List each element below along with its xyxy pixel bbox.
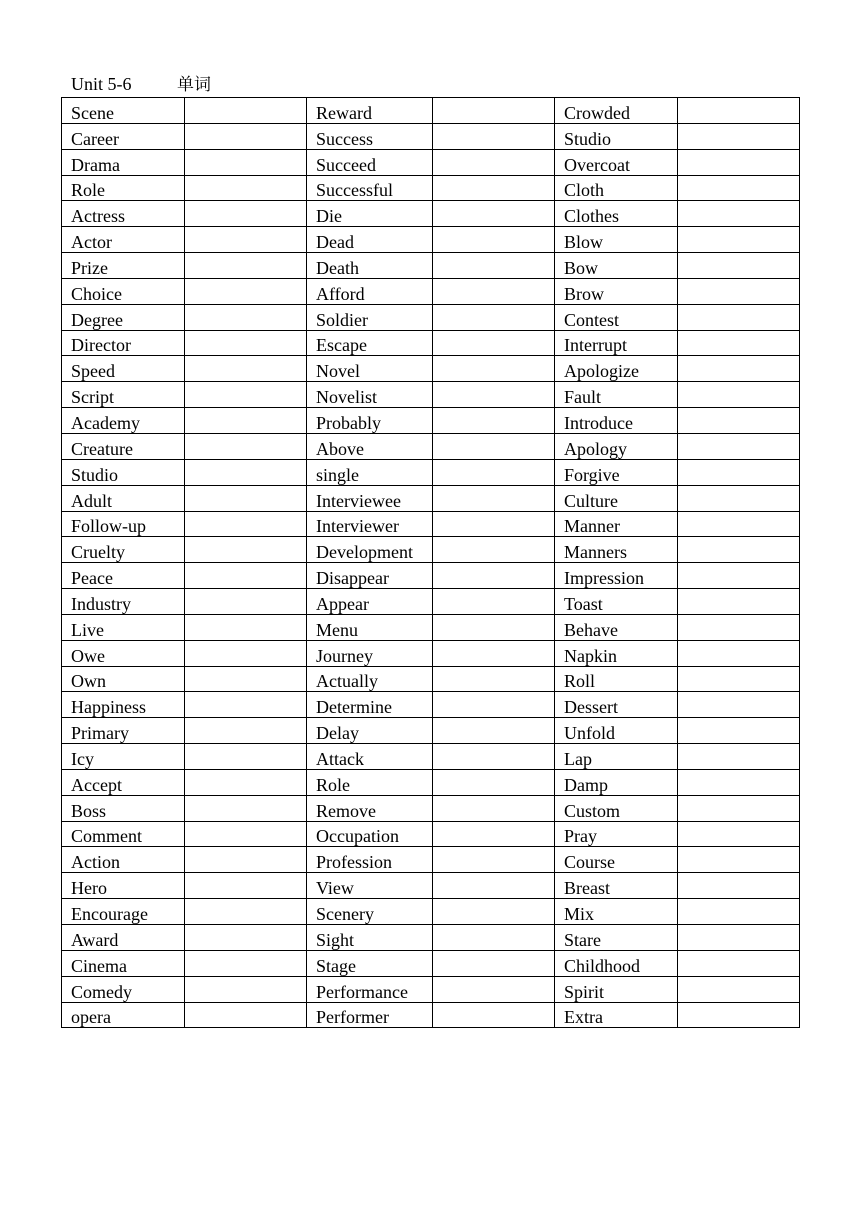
vocab-word-cell: Scenery [307,899,433,925]
answer-blank-cell[interactable] [185,950,307,976]
answer-blank-cell[interactable] [678,640,800,666]
vocab-word-cell: Novel [307,356,433,382]
vocab-word-cell: Impression [555,563,678,589]
page-heading [71,72,211,96]
vocab-word-cell: Disappear [307,563,433,589]
vocab-word-cell: Cruelty [62,537,185,563]
vocab-word-cell: Icy [62,744,185,770]
answer-blank-cell[interactable] [185,666,307,692]
answer-blank-cell[interactable] [678,925,800,951]
answer-blank-cell[interactable] [678,950,800,976]
answer-blank-cell[interactable] [433,408,555,434]
vocab-word-cell: Encourage [62,899,185,925]
answer-blank-cell[interactable] [433,666,555,692]
vocab-word-cell: Boss [62,795,185,821]
vocab-word-cell: Escape [307,330,433,356]
answer-blank-cell[interactable] [678,537,800,563]
vocab-word-cell: opera [62,1002,185,1028]
answer-blank-cell[interactable] [185,563,307,589]
answer-blank-cell[interactable] [185,640,307,666]
table-row [62,614,800,640]
vocab-word-cell: Contest [555,304,678,330]
vocab-word-cell: Appear [307,589,433,615]
answer-blank-cell[interactable] [433,614,555,640]
table-row [62,795,800,821]
table-row [62,201,800,227]
vocab-word-cell: Comment [62,821,185,847]
vocab-word-cell: Damp [555,769,678,795]
vocab-word-cell: Determine [307,692,433,718]
answer-blank-cell[interactable] [185,589,307,615]
vocab-word-cell: Unfold [555,718,678,744]
answer-blank-cell[interactable] [185,769,307,795]
vocab-word-cell: Owe [62,640,185,666]
vocab-word-cell: Pray [555,821,678,847]
table-row [62,98,800,124]
answer-blank-cell[interactable] [433,847,555,873]
vocab-word-cell: Happiness [62,692,185,718]
vocab-word-cell: Childhood [555,950,678,976]
table-row [62,666,800,692]
answer-blank-cell[interactable] [678,330,800,356]
vocab-word-cell: Interviewee [307,485,433,511]
answer-blank-cell[interactable] [678,744,800,770]
vocab-word-cell: Napkin [555,640,678,666]
answer-blank-cell[interactable] [678,1002,800,1028]
vocab-word-cell: Apology [555,433,678,459]
answer-blank-cell[interactable] [678,175,800,201]
answer-blank-cell[interactable] [433,589,555,615]
vocab-word-cell: Occupation [307,821,433,847]
answer-blank-cell[interactable] [433,563,555,589]
vocab-word-cell: Custom [555,795,678,821]
vocab-word-cell: Stage [307,950,433,976]
answer-blank-cell[interactable] [678,459,800,485]
answer-blank-cell[interactable] [185,976,307,1002]
vocab-word-cell: Actor [62,227,185,253]
vocab-word-cell: Primary [62,718,185,744]
table-row [62,537,800,563]
answer-blank-cell[interactable] [433,692,555,718]
table-row [62,925,800,951]
vocab-word-cell: Clothes [555,201,678,227]
vocab-word-cell: Own [62,666,185,692]
answer-blank-cell[interactable] [678,847,800,873]
table-row [62,1002,800,1028]
vocab-word-cell: Overcoat [555,149,678,175]
answer-blank-cell[interactable] [678,382,800,408]
table-row [62,149,800,175]
vocab-word-cell: Choice [62,278,185,304]
answer-blank-cell[interactable] [185,821,307,847]
answer-blank-cell[interactable] [678,201,800,227]
answer-blank-cell[interactable] [678,485,800,511]
table-row [62,899,800,925]
table-row [62,408,800,434]
answer-blank-cell[interactable] [185,433,307,459]
vocab-word-cell: Studio [62,459,185,485]
vocab-word-cell: Profession [307,847,433,873]
vocab-word-cell: Soldier [307,304,433,330]
table-row [62,330,800,356]
vocab-word-cell: Accept [62,769,185,795]
vocab-word-cell: Degree [62,304,185,330]
vocab-word-cell: Live [62,614,185,640]
answer-blank-cell[interactable] [678,614,800,640]
answer-blank-cell[interactable] [185,330,307,356]
answer-blank-cell[interactable] [185,692,307,718]
vocab-word-cell: Journey [307,640,433,666]
answer-blank-cell[interactable] [433,227,555,253]
answer-blank-cell[interactable] [678,718,800,744]
answer-blank-cell[interactable] [678,304,800,330]
vocab-word-cell: Interrupt [555,330,678,356]
answer-blank-cell[interactable] [185,795,307,821]
answer-blank-cell[interactable] [185,175,307,201]
vocab-word-cell: Dead [307,227,433,253]
vocab-word-cell: Actress [62,201,185,227]
vocabulary-table-body [62,98,800,1028]
vocab-word-cell: Crowded [555,98,678,124]
answer-blank-cell[interactable] [678,408,800,434]
answer-blank-cell[interactable] [678,666,800,692]
answer-blank-cell[interactable] [185,847,307,873]
answer-blank-cell[interactable] [678,511,800,537]
answer-blank-cell[interactable] [433,433,555,459]
answer-blank-cell[interactable] [433,304,555,330]
vocab-word-cell: Behave [555,614,678,640]
vocab-word-cell: Probably [307,408,433,434]
vocab-word-cell: Adult [62,485,185,511]
answer-blank-cell[interactable] [185,873,307,899]
answer-blank-cell[interactable] [185,1002,307,1028]
vocab-word-cell: Comedy [62,976,185,1002]
vocab-word-cell: Sight [307,925,433,951]
vocabulary-label: 单词 [177,75,211,95]
answer-blank-cell[interactable] [678,98,800,124]
vocab-word-cell: Course [555,847,678,873]
answer-blank-cell[interactable] [678,227,800,253]
vocab-word-cell: Blow [555,227,678,253]
vocab-word-cell: Die [307,201,433,227]
answer-blank-cell[interactable] [185,459,307,485]
answer-blank-cell[interactable] [433,795,555,821]
table-row [62,227,800,253]
answer-blank-cell[interactable] [433,640,555,666]
answer-blank-cell[interactable] [185,382,307,408]
answer-blank-cell[interactable] [185,899,307,925]
answer-blank-cell[interactable] [433,950,555,976]
answer-blank-cell[interactable] [185,98,307,124]
vocab-word-cell: Actually [307,666,433,692]
vocab-word-cell: Dessert [555,692,678,718]
answer-blank-cell[interactable] [678,899,800,925]
answer-blank-cell[interactable] [433,744,555,770]
vocab-word-cell: Action [62,847,185,873]
answer-blank-cell[interactable] [433,485,555,511]
answer-blank-cell[interactable] [185,744,307,770]
answer-blank-cell[interactable] [433,873,555,899]
vocab-word-cell: Industry [62,589,185,615]
table-row [62,718,800,744]
vocab-word-cell: Cloth [555,175,678,201]
answer-blank-cell[interactable] [433,925,555,951]
vocab-word-cell: Reward [307,98,433,124]
vocab-word-cell: Stare [555,925,678,951]
vocab-word-cell: Role [62,175,185,201]
vocab-word-cell: Interviewer [307,511,433,537]
answer-blank-cell[interactable] [185,123,307,149]
vocab-word-cell: Brow [555,278,678,304]
vocab-word-cell: Remove [307,795,433,821]
table-row [62,589,800,615]
answer-blank-cell[interactable] [433,459,555,485]
table-row [62,744,800,770]
table-row [62,769,800,795]
answer-blank-cell[interactable] [678,356,800,382]
answer-blank-cell[interactable] [678,589,800,615]
vocab-word-cell: View [307,873,433,899]
vocab-word-cell: Script [62,382,185,408]
vocab-word-cell: Performer [307,1002,433,1028]
answer-blank-cell[interactable] [433,821,555,847]
answer-blank-cell[interactable] [433,511,555,537]
vocab-word-cell: Culture [555,485,678,511]
answer-blank-cell[interactable] [185,227,307,253]
table-row [62,976,800,1002]
answer-blank-cell[interactable] [185,149,307,175]
vocab-word-cell: Scene [62,98,185,124]
answer-blank-cell[interactable] [433,175,555,201]
answer-blank-cell[interactable] [185,485,307,511]
table-row [62,821,800,847]
vocab-word-cell: Forgive [555,459,678,485]
vocab-word-cell: Roll [555,666,678,692]
table-row [62,873,800,899]
answer-blank-cell[interactable] [678,795,800,821]
vocab-word-cell: Afford [307,278,433,304]
answer-blank-cell[interactable] [678,769,800,795]
answer-blank-cell[interactable] [433,330,555,356]
answer-blank-cell[interactable] [185,537,307,563]
vocab-word-cell: Award [62,925,185,951]
vocab-word-cell: Success [307,123,433,149]
answer-blank-cell[interactable] [433,253,555,279]
answer-blank-cell[interactable] [678,563,800,589]
table-row [62,563,800,589]
table-row [62,123,800,149]
vocab-word-cell: Successful [307,175,433,201]
answer-blank-cell[interactable] [678,149,800,175]
table-row [62,304,800,330]
answer-blank-cell[interactable] [433,201,555,227]
vocab-word-cell: Death [307,253,433,279]
answer-blank-cell[interactable] [185,718,307,744]
table-row [62,847,800,873]
vocab-word-cell: Performance [307,976,433,1002]
answer-blank-cell[interactable] [678,278,800,304]
answer-blank-cell[interactable] [678,433,800,459]
answer-blank-cell[interactable] [433,278,555,304]
vocab-word-cell: Apologize [555,356,678,382]
table-row [62,511,800,537]
answer-blank-cell[interactable] [678,976,800,1002]
answer-blank-cell[interactable] [678,873,800,899]
vocab-word-cell: Lap [555,744,678,770]
vocab-word-cell: Follow-up [62,511,185,537]
answer-blank-cell[interactable] [185,356,307,382]
vocab-word-cell: Introduce [555,408,678,434]
answer-blank-cell[interactable] [433,356,555,382]
vocab-word-cell: Toast [555,589,678,615]
answer-blank-cell[interactable] [678,123,800,149]
answer-blank-cell[interactable] [433,769,555,795]
answer-blank-cell[interactable] [433,98,555,124]
answer-blank-cell[interactable] [433,123,555,149]
table-row [62,433,800,459]
vocab-word-cell: Manner [555,511,678,537]
vocab-word-cell: Attack [307,744,433,770]
vocab-word-cell: Bow [555,253,678,279]
vocab-word-cell: Peace [62,563,185,589]
vocab-word-cell: Spirit [555,976,678,1002]
table-row [62,382,800,408]
answer-blank-cell[interactable] [678,692,800,718]
table-row [62,278,800,304]
answer-blank-cell[interactable] [433,537,555,563]
vocab-word-cell: Delay [307,718,433,744]
vocab-word-cell: Manners [555,537,678,563]
answer-blank-cell[interactable] [185,201,307,227]
answer-blank-cell[interactable] [433,382,555,408]
vocab-word-cell: Cinema [62,950,185,976]
vocab-word-cell: Extra [555,1002,678,1028]
vocab-word-cell: Drama [62,149,185,175]
table-row [62,253,800,279]
answer-blank-cell[interactable] [433,899,555,925]
answer-blank-cell[interactable] [185,408,307,434]
answer-blank-cell[interactable] [185,253,307,279]
vocabulary-table [61,97,800,1028]
answer-blank-cell[interactable] [185,278,307,304]
vocab-word-cell: Succeed [307,149,433,175]
answer-blank-cell[interactable] [433,718,555,744]
answer-blank-cell[interactable] [678,821,800,847]
vocab-word-cell: Creature [62,433,185,459]
vocab-word-cell: Hero [62,873,185,899]
vocab-word-cell: Academy [62,408,185,434]
answer-blank-cell[interactable] [185,304,307,330]
table-row [62,485,800,511]
table-row [62,692,800,718]
vocab-word-cell: Director [62,330,185,356]
answer-blank-cell[interactable] [433,1002,555,1028]
table-row [62,459,800,485]
vocab-word-cell: Above [307,433,433,459]
unit-title: Unit 5-6 [71,74,132,94]
vocab-word-cell: Mix [555,899,678,925]
vocab-word-cell: Prize [62,253,185,279]
answer-blank-cell[interactable] [433,976,555,1002]
answer-blank-cell[interactable] [185,511,307,537]
vocab-word-cell: Fault [555,382,678,408]
vocab-word-cell: Novelist [307,382,433,408]
answer-blank-cell[interactable] [433,149,555,175]
answer-blank-cell[interactable] [678,253,800,279]
answer-blank-cell[interactable] [185,614,307,640]
table-row [62,640,800,666]
answer-blank-cell[interactable] [185,925,307,951]
vocab-word-cell: Menu [307,614,433,640]
vocab-word-cell: Studio [555,123,678,149]
table-row [62,950,800,976]
vocab-word-cell: Speed [62,356,185,382]
vocab-word-cell: Career [62,123,185,149]
table-row [62,175,800,201]
vocab-word-cell: single [307,459,433,485]
vocab-word-cell: Development [307,537,433,563]
vocab-word-cell: Breast [555,873,678,899]
vocab-word-cell: Role [307,769,433,795]
table-row [62,356,800,382]
